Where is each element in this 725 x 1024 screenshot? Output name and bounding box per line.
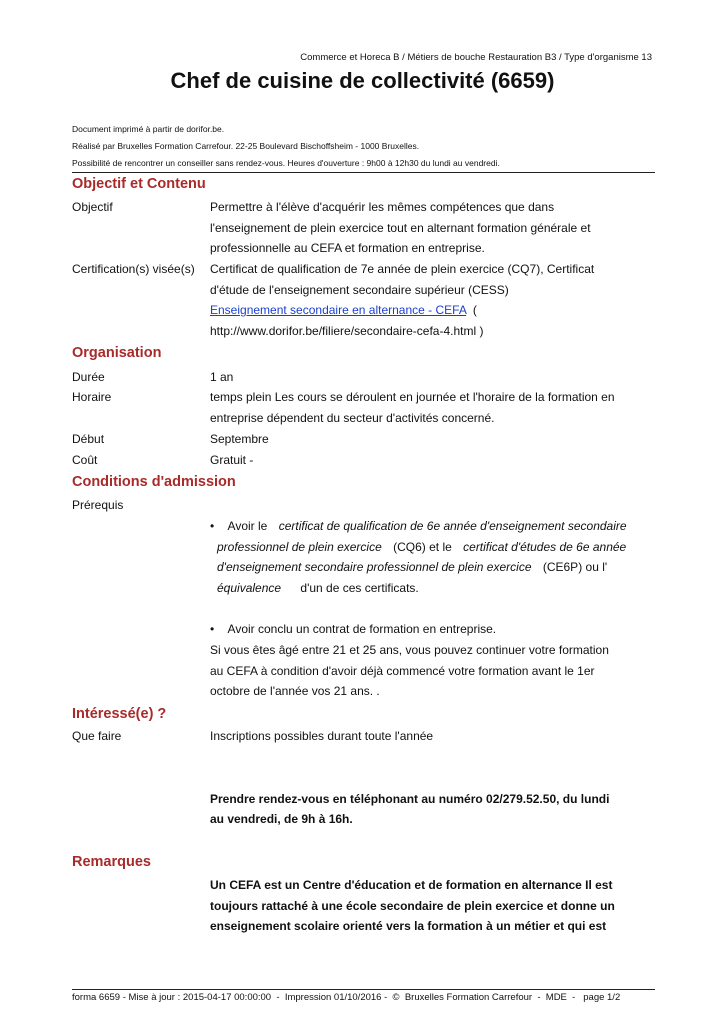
que-faire-label: Que faire [72,729,122,743]
debut-value: Septembre [210,432,269,446]
prerequis-bullet-1-line [217,560,607,574]
rdv-text-line: Prendre rendez-vous en téléphonant au numéro 02/279.52.50, du lundi [210,792,610,806]
certificate-name: certificat d'études de 6e année [463,540,627,554]
certification-text-line: Certificat de qualification de 7e année de plein exercice (CQ7), Certificat [210,262,595,276]
section-heading-admission: Conditions d'admission [72,474,236,490]
debut-label: Début [72,432,105,446]
horaire-text-line: temps plein Les cours se déroulent en journée et l'horaire de la formation en [210,390,615,404]
link-paren: ( [466,303,477,317]
age-text-line: au CEFA à condition d'avoir déjà commencé votre formation avant le 1er [210,664,595,678]
rdv-text-line: au vendredi, de 9h à 16h. [210,812,353,826]
equivalence-term: équivalence [217,581,282,595]
bullet-text: (CE6P) ou l' [542,560,608,574]
section-heading-objectif: Objectif et Contenu [72,176,206,192]
certificate-name: d'enseignement secondaire professionnel de plein exercice [217,560,532,574]
duree-label: Durée [72,370,105,384]
cefa-link-row [210,303,477,317]
cefa-url: http://www.dorifor.be/filiere/secondaire-cefa-4.html ) [210,324,484,338]
meta-produced-by: Réalisé par Bruxelles Formation Carrefour. 22-25 Boulevard Bischoffsheim - 1000 Bruxelles. [72,141,420,151]
remarques-text-line: Un CEFA est un Centre d'éducation et de formation en alternance Il est [210,878,613,892]
footer-divider [72,989,655,990]
bullet: • [210,519,215,533]
meta-printed-from: Document imprimé à partir de dorifor.be. [72,124,225,134]
prerequis-bullet-1-line [210,519,627,533]
certificate-name: professionnel de plein exercice [217,540,382,554]
age-text-line: Si vous êtes âgé entre 21 et 25 ans, vous pouvez continuer votre formation [210,643,609,657]
certificate-name: certificat de qualification de 6e année d'enseignement secondaire [278,519,627,533]
cout-value: Gratuit - [210,453,254,467]
bullet-text: d'un de ces certificats. [300,581,419,595]
horaire-label: Horaire [72,390,112,404]
objectif-text-line: Permettre à l'élève d'acquérir les mêmes compétences que dans [210,200,555,214]
age-text-line: octobre de l'année vos 21 ans. . [210,684,380,698]
prerequis-bullet-2 [210,622,496,636]
section-heading-remarques: Remarques [72,854,151,870]
page-footer: forma 6659 - Mise à jour : 2015-04-17 00:00:00 - Impression 01/10/2016 - © Bruxelles Formation Carrefour - MDE - page 1/2 [72,992,621,1003]
breadcrumb: Commerce et Horeca B / Métiers de bouche Restauration B3 / Type d'organisme 13 [300,52,652,63]
que-faire-value: Inscriptions possibles durant toute l'année [210,729,434,743]
bullet: • [210,622,215,636]
bullet-text: (CQ6) et le [393,540,452,554]
header-divider [72,172,655,173]
certification-label: Certification(s) visée(s) [72,262,195,276]
objectif-label: Objectif [72,200,113,214]
section-heading-interesse: Intéressé(e) ? [72,706,167,722]
section-heading-organisation: Organisation [72,345,162,361]
cefa-link[interactable]: Enseignement secondaire en alternance - CEFA [210,303,467,317]
certification-text-line: d'étude de l'enseignement secondaire supérieur (CESS) [210,283,509,297]
prerequis-bullet-1-line [217,540,626,554]
horaire-text-line: entreprise dépendent du secteur d'activités concerné. [210,411,495,425]
cout-label: Coût [72,453,98,467]
prerequis-bullet-1-line [217,581,419,595]
page-title: Chef de cuisine de collectivité (6659) [170,68,555,93]
bullet-text: Avoir conclu un contrat de formation en entreprise. [227,622,497,636]
remarques-text-line: enseignement scolaire orienté vers la formation à un métier et qui est [210,919,607,933]
meta-opening-hours: Possibilité de rencontrer un conseiller sans rendez-vous. Heures d'ouverture : 9h00 à 12h30 du lundi au vendredi. [72,158,500,168]
prerequis-label: Prérequis [72,498,124,512]
objectif-text-line: l'enseignement de plein exercice tout en alternant formation générale et [210,221,591,235]
duree-value: 1 an [210,370,234,384]
bullet-text: Avoir le [227,519,268,533]
objectif-text-line: professionnelle au CEFA et formation en entreprise. [210,241,485,255]
remarques-text-line: toujours rattaché à une école secondaire de plein exercice et donne un [210,899,615,913]
